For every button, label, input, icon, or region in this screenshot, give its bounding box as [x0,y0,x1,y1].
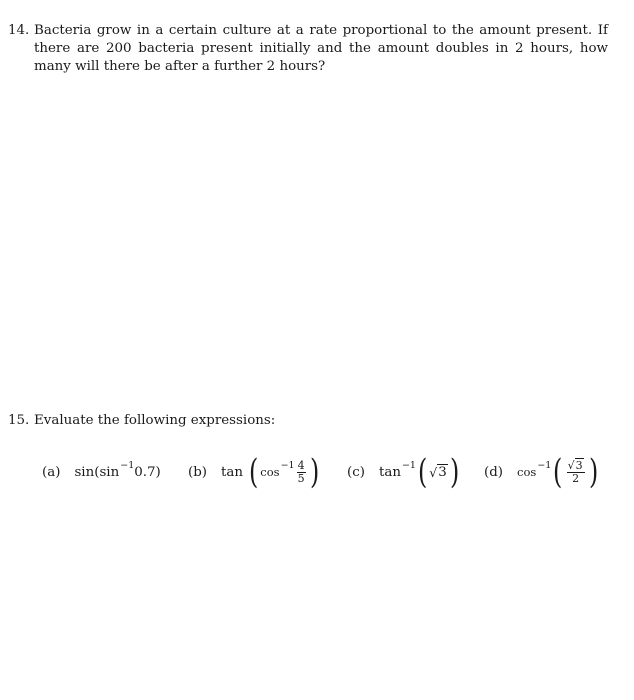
expression-row [0,452,634,492]
function-text: tan [378,464,401,480]
part-c [347,452,461,492]
part-b [188,452,321,492]
right-paren: ) [588,452,598,492]
part-a [42,452,161,492]
argument-text: 0.7) [134,464,161,480]
inverse-exponent: −1 [120,459,135,471]
fraction [567,460,585,485]
sqrt-symbol: √ [567,458,575,472]
left-paren: ( [249,452,259,492]
function-text: sin(sin [74,464,120,480]
radicand: 3 [438,465,447,480]
part-label: (b) [188,464,208,480]
numerator [567,460,585,472]
inverse-exponent: −1 [537,459,552,471]
problem-text: Evaluate the following expressions: [34,413,276,428]
inverse-exponent: −1 [280,459,295,471]
right-paren: ) [309,452,319,492]
radicand: 3 [575,458,583,472]
problem-number: 15. [8,413,30,428]
inner-function: cos [260,465,280,479]
part-label: (d) [484,464,504,480]
numerator: 4 [297,458,305,472]
part-label: (c) [347,464,365,480]
left-paren: ( [417,452,428,492]
problem-number: 14. [8,23,30,38]
outer-function: tan [221,464,244,480]
fraction [297,460,306,485]
denominator: 2 [572,471,580,485]
problem-text: Bacteria grow in a certain culture at a rate proportional to the amount present. If there are 200 bacteria present initially and the amount doubles in 2 hours, how many will there be after a further 2 hours? [34,23,608,74]
inverse-exponent: −1 [401,459,416,471]
part-d [484,452,600,492]
problem-15 [8,412,608,430]
problem-14 [8,22,608,76]
denominator: 5 [297,471,305,485]
right-paren: ) [449,452,460,492]
sqrt-symbol: √ [429,464,438,480]
left-paren: ( [553,452,563,492]
function-text: cos [517,465,537,479]
part-label: (a) [42,464,61,480]
